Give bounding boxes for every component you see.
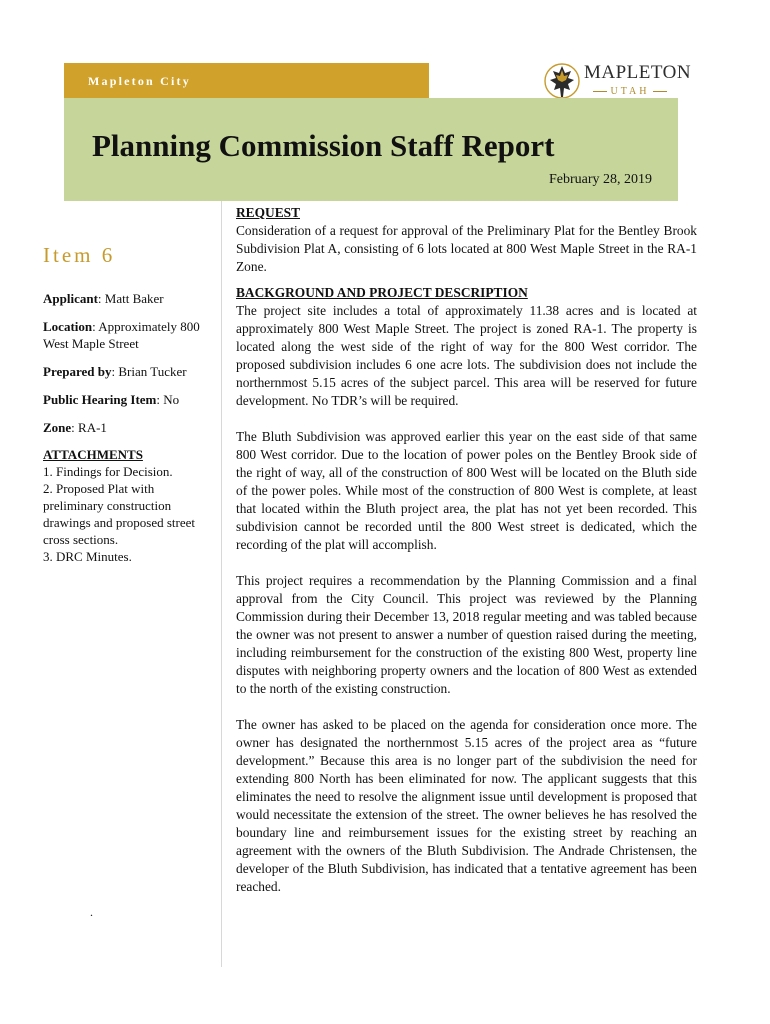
logo-state: UTAH xyxy=(584,86,676,97)
item-number: Item 6 xyxy=(43,243,116,267)
body-paragraph: This project requires a recommendation by the Planning Commission and a final approval from the City Council. This project was reviewed by the Planning Commission during their December 13, 2018 regular meeting and was tabled because the owner was not present to answer a number of question raised during the meeting, including reimbursement for the construction of the existing 800 West, property line disputes with neighboring property owners and the location of 800 West as extended to the north of the existing construction. xyxy=(236,573,697,696)
zone-field: Zone: RA-1 xyxy=(43,420,107,435)
attachment-item: 2. Proposed Plat with preliminary construction drawings and proposed street cross sections. xyxy=(43,481,195,547)
background-heading: BACKGROUND AND PROJECT DESCRIPTION xyxy=(236,285,528,300)
report-body xyxy=(236,204,697,896)
prepared-by-field: Prepared by: Brian Tucker xyxy=(43,364,187,379)
attachment-item: 1. Findings for Decision. xyxy=(43,464,173,479)
body-paragraph: The owner has asked to be placed on the agenda for consideration once more. The owner has designated the northernmost 5.15 acres of the project area as “future development.” Because this area is no longer part of the subdivision the need for extending 800 North has been eliminated for now. The applicant suggests that this eliminates the need to resolve the alignment issue until development is proposed that would necessitate the extension of the street. The owner believes he has resolved the boundary line and reimbursement issues for the existing street by reaching an agreement with the owners of the Bluth Subdivision. The Andrade Christensen, the developer of the Bluth Subdivision, has indicated that a tentative agreement has been reached. xyxy=(236,717,697,894)
page-title: Planning Commission Staff Report xyxy=(92,128,555,163)
report-date: February 28, 2019 xyxy=(548,172,652,187)
body-paragraph: The project site includes a total of approximately 11.38 acres and is located at approximately 800 West Maple Street. The project is zoned RA-1. The property is located along the west side of the right of way for the 800 West corridor. The proposed subdivision includes 6 one acre lots. The subdivision does not include the northernmost 5.15 acres of the subject parcel. This area will be reserved for future development. No TDR’s will be required. xyxy=(236,303,697,408)
attachment-item: 3. DRC Minutes. xyxy=(43,549,132,564)
request-text: Consideration of a request for approval of the Preliminary Plat for the Bentley Brook Subdivision Plat A, consisting of 6 lots located at 800 West Maple Street in the RA-1 Zone. xyxy=(236,223,697,274)
body-paragraph: The Bluth Subdivision was approved earlier this year on the east side of that same 800 West corridor. Due to the location of power poles on the Bentley Brook side of the right of way, all of the construction of 800 West will be located on the Bluth side of the power poles. While most of the construction of 800 West is complete, at least that located within the Bluth project area, the plat has not yet been recorded. This subdivision cannot be recorded until the 800 West street is dedicated, which the recording of the plat will accomplish. xyxy=(236,429,697,552)
column-divider xyxy=(221,201,222,967)
request-heading: REQUEST xyxy=(236,205,300,220)
city-label: Mapleton City xyxy=(88,74,191,88)
attachments-heading: ATTACHMENTS xyxy=(43,447,143,462)
logo-name: MAPLETON xyxy=(584,62,692,83)
applicant-field: Applicant: Matt Baker xyxy=(43,291,164,306)
public-hearing-field: Public Hearing Item: No xyxy=(43,392,180,407)
attachments-list xyxy=(43,463,213,565)
city-banner xyxy=(64,63,429,98)
sidebar-details xyxy=(43,290,213,565)
footnote-dot: . xyxy=(90,905,93,919)
location-field: Location: Approximately 800 West Maple Street xyxy=(43,319,200,351)
